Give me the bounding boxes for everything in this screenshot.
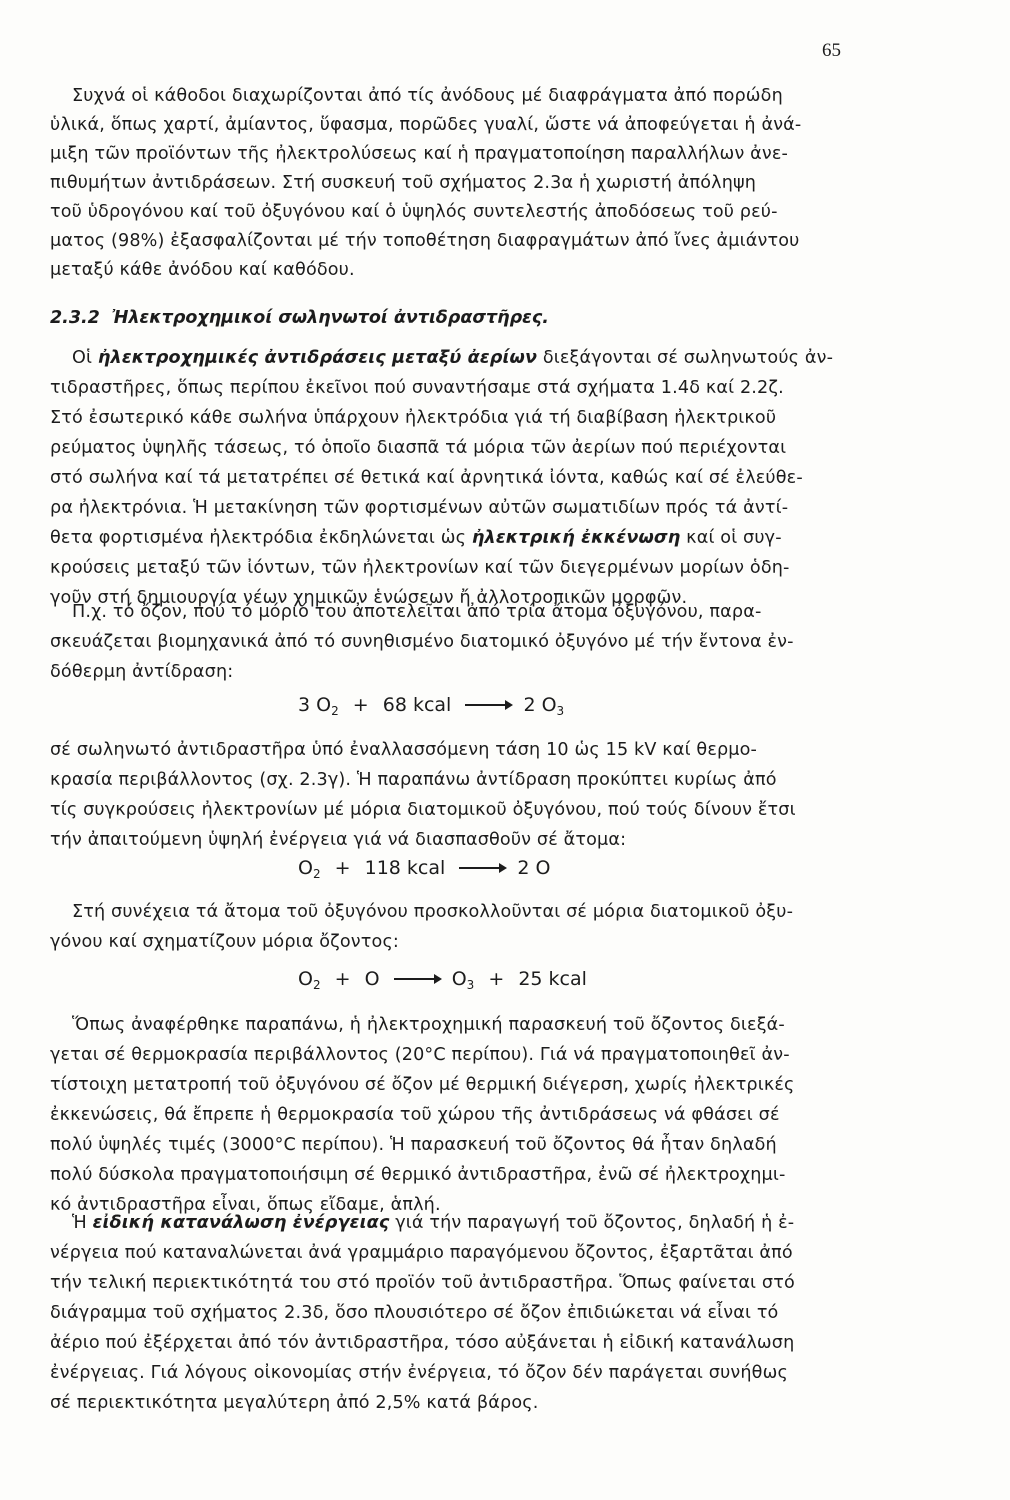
product: 2 $O_3$ (523, 694, 565, 718)
paragraph-1 (50, 82, 870, 285)
paragraph-2 (50, 343, 870, 613)
plus-sign: + (352, 694, 369, 716)
text-line: Π.χ. τό ὄζον, πού τό μόριό του ἀποτελεῖται ἀπό τρία ἄτομα ὀξυγόνου, παρα- (72, 602, 762, 622)
text-line: ρεύματος ὑψηλῆς τάσεως, τό ὁποῖο διασπᾶ τά μόρια τῶν ἀερίων πού περιέχονται (50, 438, 787, 458)
text-line: τοῦ ὑδρογόνου καί τοῦ ὀξυγόνου καί ὁ ὑψηλός συντελεστής ἀποδόσεως τοῦ ρεύ- (50, 202, 778, 222)
plus-sign: + (488, 968, 505, 990)
reactant: $O_2$ (298, 857, 321, 881)
text-line: γόνου καί σχηματίζουν μόρια ὄζοντος: (50, 932, 399, 952)
text-run: Οἱ (72, 348, 98, 368)
equation-oxygen-dissociation (298, 853, 551, 883)
text-line: κό ἀντιδραστῆρα εἶναι, ὅπως εἴδαμε, ἁπλή. (50, 1195, 441, 1215)
text-line: μιξη τῶν προϊόντων τῆς ἠλεκτρολύσεως καί ἡ πραγματοποίηση παραλλήλων ἀνε- (50, 144, 789, 164)
text-line: ματος (98%) ἐξασφαλίζονται μέ τήν τοποθέτηση διαφραγμάτων ἀπό ἴνες ἀμιάντου (50, 231, 800, 251)
section-number: 2.3.2 (50, 308, 100, 328)
text-line: τίς συγκρούσεις ἠλεκτρονίων μέ μόρια διατομικοῦ ὀξυγόνου, πού τούς δίνουν ἔτσι (50, 800, 796, 820)
text-line: τήν τελική περιεκτικότητά του στό προϊόν τοῦ ἀντιδραστῆρα. Ὅπως φαίνεται στό (50, 1273, 795, 1293)
text-line: γοῦν στή δημιουργία νέων χημικῶν ἑνώσεων ἤ ἀλλοτροπικῶν μορφῶν. (50, 588, 688, 608)
reaction-arrow-icon (465, 704, 511, 706)
equation-ozone-formation (298, 690, 564, 720)
text-line: ρα ἠλεκτρόνια. Ἡ μετακίνηση τῶν φορτισμένων αὐτῶν σωματιδίων πρός τά ἀντί- (50, 498, 789, 518)
text-line: σέ περιεκτικότητα μεγαλύτερη ἀπό 2,5% κατά βάρος. (50, 1393, 539, 1413)
energy-term: 118 kcal (364, 857, 446, 879)
paragraph-7 (50, 1208, 870, 1418)
text-line: ἐνέργειας. Γιά λόγους οἰκονομίας στήν ἐνέργεια, τό ὄζον δέν παράγεται συνήθως (50, 1363, 788, 1383)
text-line: κρούσεις μεταξύ τῶν ἰόντων, τῶν ἠλεκτρονίων καί τῶν διεγερμένων μορίων ὁδη- (50, 558, 790, 578)
paragraph-4 (50, 735, 870, 855)
text-line: τήν ἀπαιτούμενη ὑψηλή ἐνέργεια γιά νά διασπασθοῦν σέ ἄτομα: (50, 830, 627, 850)
text-line: ὑλικά, ὅπως χαρτί, ἀμίαντος, ὕφασμα, πορῶδες γυαλί, ὥστε νά ἀποφεύγεται ἡ ἀνά- (50, 115, 802, 135)
text-run: Ἡ (72, 1213, 93, 1233)
text-line: Ὅπως ἀναφέρθηκε παραπάνω, ἡ ἠλεκτροχημική παρασκευή τοῦ ὄζοντος διεξά- (72, 1015, 785, 1035)
emphasis-term: εἰδική κατανάλωση ἐνέργειας (92, 1213, 390, 1233)
plus-sign: + (334, 968, 351, 990)
text-line: κρασία περιβάλλοντος (σχ. 2.3γ). Ἡ παραπάνω ἀντίδραση προκύπτει κυρίως ἀπό (50, 770, 777, 790)
text-line: τίστοιχη μετατροπή τοῦ ὀξυγόνου σέ ὄζον μέ θερμική διέγερση, χωρίς ἠλεκτρικές (50, 1075, 795, 1095)
text-line (50, 343, 870, 373)
text-line: πολύ ὑψηλές τιμές (3000°C περίπου). Ἡ παρασκευή τοῦ ὄζοντος θά ἦταν δηλαδή (50, 1135, 777, 1155)
text-line (50, 1208, 870, 1238)
reaction-arrow-icon (459, 867, 505, 869)
text-line: σέ σωληνωτό ἀντιδραστῆρα ὑπό ἐναλλασσόμενη τάση 10 ὡς 15 kV καί θερμο- (50, 740, 758, 760)
text-line: Στή συνέχεια τά ἄτομα τοῦ ὀξυγόνου προσκολλοῦνται σέ μόρια διατομικοῦ ὀξυ- (72, 902, 794, 922)
energy-term: 25 kcal (518, 968, 587, 990)
text-run: θετα φορτισμένα ἠλεκτρόδια ἐκδηλώνεται ὡς (50, 528, 472, 548)
text-line: ἐκκενώσεις, θά ἔπρεπε ἡ θερμοκρασία τοῦ χώρου τῆς ἀντιδράσεως νά φθάσει σέ (50, 1105, 780, 1125)
text-line: πιθυμήτων ἀντιδράσεων. Στή συσκευή τοῦ σχήματος 2.3α ἡ χωριστή ἀπόληψη (50, 173, 757, 193)
text-line: Συχνά οἱ κάθοδοι διαχωρίζονται ἀπό τίς ἀνόδους μέ διαφράγματα ἀπό πορώδη (72, 86, 783, 106)
reactant: O (364, 968, 380, 990)
reactant: $O_2$ (298, 968, 321, 992)
text-line: ἀέριο πού ἐξέρχεται ἀπό τόν ἀντιδραστῆρα, τόσο αὐξάνεται ἡ εἰδική κατανάλωση (50, 1333, 795, 1353)
text-line: στό σωλήνα καί τά μετατρέπει σέ θετικά καί ἀρνητικά ἰόντα, καθώς καί σέ ἐλεύθε- (50, 468, 803, 488)
plus-sign: + (334, 857, 351, 879)
text-line: σκευάζεται βιομηχανικά ἀπό τό συνηθισμένο διατομικό ὀξυγόνο μέ τήν ἔντονα ἐν- (50, 632, 794, 652)
page-number: 65 (822, 40, 841, 61)
text-run: καί οἱ συγ- (680, 528, 782, 548)
text-line: γεται σέ θερμοκρασία περιβάλλοντος (20°C περίπου). Γιά νά πραγματοποιηθεῖ ἀν- (50, 1045, 790, 1065)
text-line: Στό ἐσωτερικό κάθε σωλήνα ὑπάρχουν ἠλεκτρόδια γιά τή διαβίβαση ἠλεκτρικοῦ (50, 408, 777, 428)
paragraph-5 (50, 897, 870, 957)
emphasis-term: ἠλεκτροχημικές ἀντιδράσεις μεταξύ ἀερίων (97, 348, 538, 368)
text-line: πολύ δύσκολα πραγματοποιήσιμη σέ θερμικό ἀντιδραστῆρα, ἐνῶ σέ ἠλεκτροχημι- (50, 1165, 786, 1185)
text-line: μεταξύ κάθε ἀνόδου καί καθόδου. (50, 260, 355, 280)
emphasis-term: ἠλεκτρική ἐκκένωση (471, 528, 681, 548)
paragraph-6 (50, 1010, 870, 1220)
reaction-arrow-icon (394, 978, 440, 980)
text-run: διεξάγονται σέ σωληνωτούς ἀν- (537, 348, 834, 368)
product: 2 O (517, 857, 551, 879)
section-heading (50, 303, 549, 333)
text-run: γιά τήν παραγωγή τοῦ ὄζοντος, δηλαδή ἡ ἐ- (389, 1213, 795, 1233)
product: $O_3$ (451, 968, 475, 992)
energy-term: 68 kcal (382, 694, 452, 716)
equation-ozone-recombination (298, 964, 587, 994)
text-line: δόθερμη ἀντίδραση: (50, 662, 234, 682)
reactant: 3 $O_2$ (298, 694, 339, 718)
paragraph-3 (50, 597, 870, 687)
section-title: Ἠλεκτροχημικοί σωληνωτοί ἀντιδραστῆρες. (111, 308, 549, 328)
text-line: διάγραμμα τοῦ σχήματος 2.3δ, ὅσο πλουσιότερο σέ ὄζον ἐπιδιώκεται νά εἶναι τό (50, 1303, 779, 1323)
text-line: τιδραστῆρες, ὅπως περίπου ἐκεῖνοι πού συναντήσαμε στά σχήματα 1.4δ καί 2.2ζ. (50, 378, 784, 398)
text-line: νέργεια πού καταναλώνεται ἀνά γραμμάριο παραγόμενου ὄζοντος, ἐξαρτᾶται ἀπό (50, 1243, 793, 1263)
text-line (50, 523, 870, 553)
